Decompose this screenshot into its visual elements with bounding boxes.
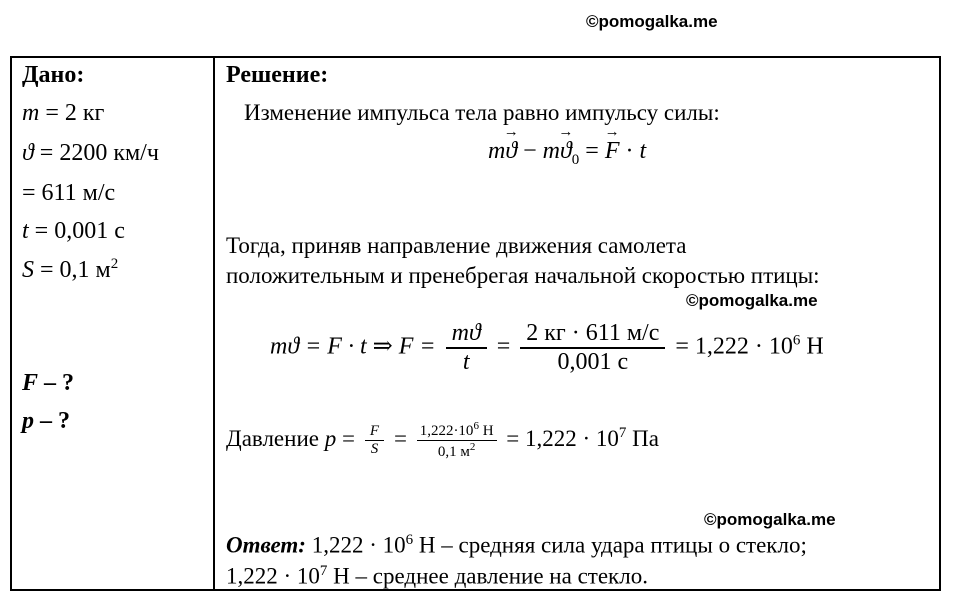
force-equation — [270, 320, 824, 376]
find-force — [22, 370, 74, 397]
frac2-den: 0,001 с — [557, 349, 629, 375]
answer-2-text: Н – среднее давление на стекло. — [327, 563, 648, 589]
given-area — [22, 256, 118, 284]
impulse-t: t — [639, 138, 647, 164]
area-value: = 0,1 м — [34, 257, 111, 283]
pn-den-val: 0,1 м — [437, 444, 470, 460]
answer-line-2 — [226, 563, 648, 590]
watermark: ©pomogalka.me — [704, 510, 836, 529]
area-var: S — [22, 257, 34, 283]
pn-num — [417, 420, 497, 441]
pf-num: F — [365, 423, 385, 441]
force-fraction-1 — [446, 320, 487, 376]
impulse-dot: · — [619, 138, 640, 164]
frac2-num: 2 кг · 611 м/с — [520, 320, 665, 349]
pn-den — [417, 441, 497, 461]
solution-header: Решение: — [226, 62, 329, 88]
given-time — [22, 218, 125, 245]
given-header: Дано: — [22, 62, 85, 88]
given-mass — [22, 100, 104, 127]
impulse-equation — [488, 138, 646, 169]
pn-num-val: 1,222·10 — [419, 423, 474, 439]
pressure-eq2: = — [388, 425, 413, 451]
time-value: = 0,001 с — [28, 218, 125, 244]
force-var: F — [22, 370, 39, 396]
pressure-var: p — [22, 408, 34, 434]
impulse-m1: m — [488, 138, 506, 164]
force-eq1: = — [490, 333, 517, 360]
impulse-F: → F — [605, 138, 620, 165]
pressure-result: = 1,222 · 10 — [500, 425, 619, 451]
impulse-eq: = — [579, 138, 605, 164]
given-speed — [22, 140, 159, 167]
force-fraction-2 — [520, 320, 665, 376]
pressure-eq: = — [336, 425, 361, 451]
area-exp: 2 — [110, 256, 119, 272]
then-line-1: Тогда, приняв направление движения самолета — [226, 233, 687, 258]
solution-table — [10, 56, 941, 591]
frac1-num: mϑ — [446, 320, 487, 349]
pressure-equation — [226, 420, 659, 461]
pn-num-unit: Н — [478, 423, 494, 439]
pn-num-exp: 6 — [473, 420, 479, 432]
force-question: – ? — [38, 370, 75, 396]
solution-column — [226, 58, 933, 589]
pressure-result-exp: 7 — [618, 425, 627, 442]
frac1-den: t — [462, 349, 470, 375]
pn-den-exp: 2 — [469, 441, 476, 453]
mass-var: m — [22, 100, 40, 126]
impulse-sub0: 0 — [571, 151, 580, 168]
force-lhs: mϑ = F · t ⇒ F = — [270, 333, 442, 360]
answer-2-exp: 7 — [319, 563, 328, 579]
speed-value: = 2200 км/ч — [33, 140, 159, 166]
answer-1-text: Н – средняя сила удара птицы о стекло; — [413, 532, 807, 558]
then-line-2: положительным и пренебрегая начальной скоростью птицы: — [226, 263, 820, 288]
impulse-minus: − — [517, 138, 543, 164]
mass-value: = 2 кг — [39, 100, 105, 126]
find-pressure — [22, 408, 70, 435]
column-divider — [213, 58, 215, 589]
pf-den: S — [370, 441, 379, 457]
pressure-p: p — [324, 425, 337, 451]
answer-line-1 — [226, 532, 807, 559]
answer-label: Ответ: — [226, 532, 306, 558]
pressure-result-unit: Па — [626, 425, 659, 451]
impulse-m2: m — [542, 138, 561, 164]
force-result-exp: 6 — [792, 332, 801, 349]
pressure-fraction-symbolic — [365, 423, 385, 458]
answer-2-val: 1,222 · 10 — [226, 563, 320, 589]
pressure-fraction-numeric — [417, 420, 497, 461]
watermark: ©pomogalka.me — [686, 291, 818, 310]
speed-var: ϑ — [22, 140, 34, 166]
force-result-unit: Н — [800, 333, 824, 360]
time-var: t — [22, 218, 29, 244]
force-result: = 1,222 · 10 — [669, 333, 793, 360]
pressure-label: Давление — [226, 425, 325, 451]
answer-1-val: 1,222 · 10 — [305, 532, 406, 558]
impulse-v0: → ϑ — [560, 138, 572, 165]
pressure-question: – ? — [34, 408, 70, 434]
answer-1-exp: 6 — [405, 532, 414, 548]
impulse-v: → ϑ — [505, 138, 517, 165]
watermark: ©pomogalka.me — [586, 12, 718, 31]
intro-text: Изменение импульса тела равно импульсу силы: — [244, 100, 720, 125]
given-speed-si: = 611 м/с — [22, 180, 116, 206]
